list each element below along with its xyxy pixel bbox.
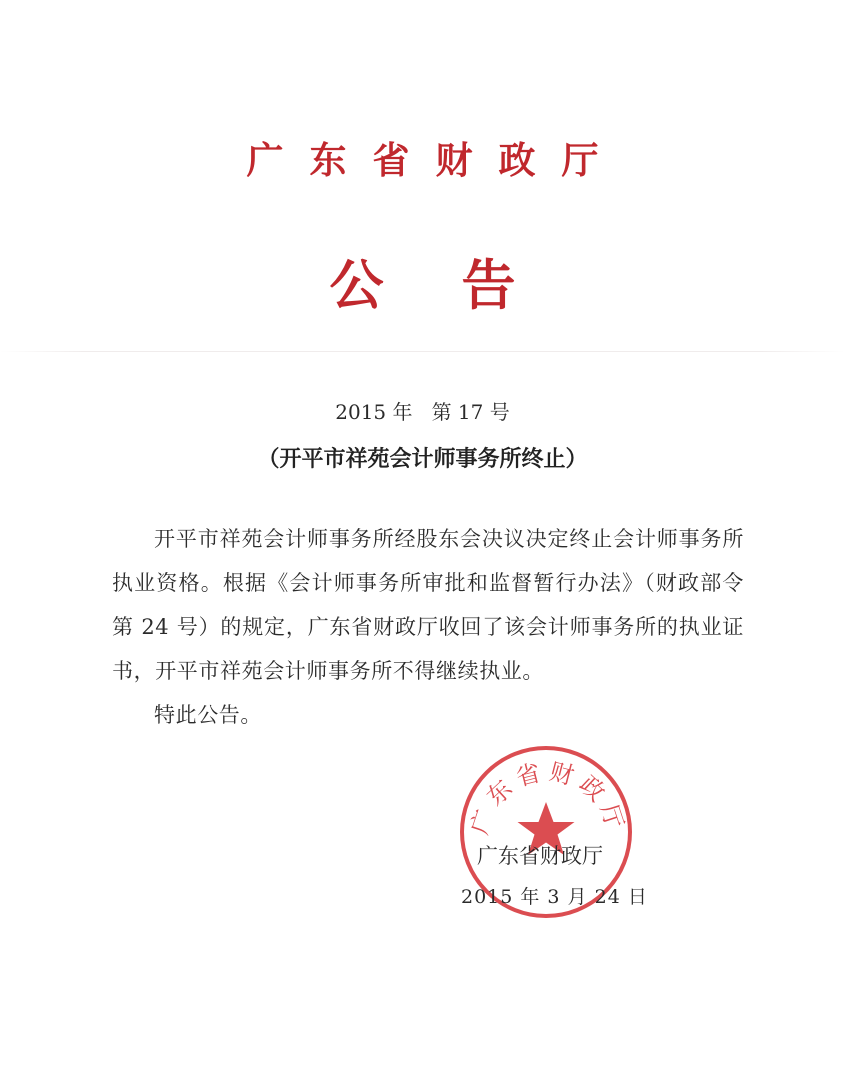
issuer-name: 广东省财政厅 [477, 844, 603, 868]
announcement-heading: 公告 [329, 253, 594, 317]
document-subject: （开平市祥苑会计师事务所终止） [257, 446, 588, 472]
body-paragraph: 开平市祥苑会计师事务所经股东会决议决定终止会计师事务所执业资格。根据《会计师事务所审批和监督暂行办法》（财政部令第 24 号）的规定，广东省财政厅收回了该会计师事务所的执业证书，开平市祥苑会计师事务所不得继续执业。 [112, 527, 744, 683]
issuing-authority-heading: 广东省财政厅 [246, 138, 625, 182]
document-number: 2015 年 第 17 号 [335, 400, 510, 424]
seal-text: 广东省财政厅 [465, 757, 631, 838]
header-divider [0, 351, 845, 352]
issue-date: 2015 年 3 月 24 日 [461, 886, 648, 908]
closing-paragraph: 特此公告。 [154, 703, 262, 727]
document-body [112, 517, 744, 737]
